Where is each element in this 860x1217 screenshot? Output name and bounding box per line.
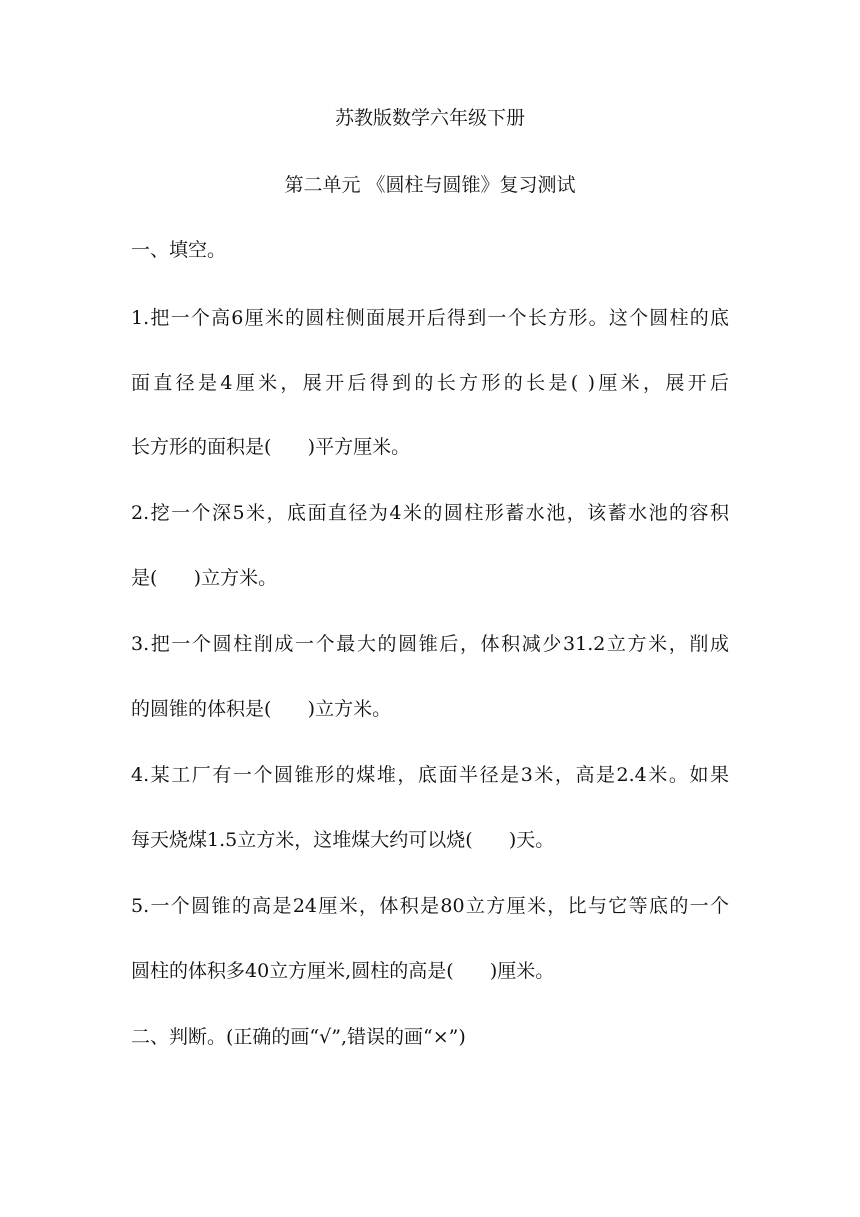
- unit-subtitle: 第二单元 《圆柱与圆锥》复习测试: [284, 174, 576, 196]
- question-4-line-1: 4.某工厂有一个圆锥形的煤堆，底面半径是3米，高是2.4米。如果: [131, 764, 729, 786]
- section-two-heading: 二、判断。(正确的画“√”,错误的画“×”): [131, 1026, 466, 1048]
- question-2-line-2: 是( )立方米。: [131, 567, 278, 589]
- question-1-line-1: 1.把一个高6厘米的圆柱侧面展开后得到一个长方形。这个圆柱的底: [131, 307, 729, 329]
- question-3-line-2: 的圆锥的体积是( )立方米。: [131, 698, 392, 720]
- question-4-line-2: 每天烧煤1.5立方米，这堆煤大约可以烧( )天。: [131, 829, 555, 851]
- page-title: 苏教版数学六年级下册: [334, 107, 525, 129]
- question-5-line-1: 5.一个圆锥的高是24厘米，体积是80立方厘米，比与它等底的一个: [131, 895, 729, 917]
- question-5-line-2: 圆柱的体积多40立方厘米,圆柱的高是( )厘米。: [131, 960, 555, 982]
- section-one-heading: 一、填空。: [131, 239, 227, 261]
- question-2-line-1: 2.挖一个深5米，底面直径为4米的圆柱形蓄水池，该蓄水池的容积: [131, 502, 729, 524]
- question-3-line-1: 3.把一个圆柱削成一个最大的圆锥后，体积减少31.2立方米，削成: [131, 633, 729, 655]
- question-1-line-3: 长方形的面积是( )平方厘米。: [131, 436, 411, 458]
- question-1-line-2: 面直径是4厘米，展开后得到的长方形的长是( )厘米，展开后: [131, 372, 729, 394]
